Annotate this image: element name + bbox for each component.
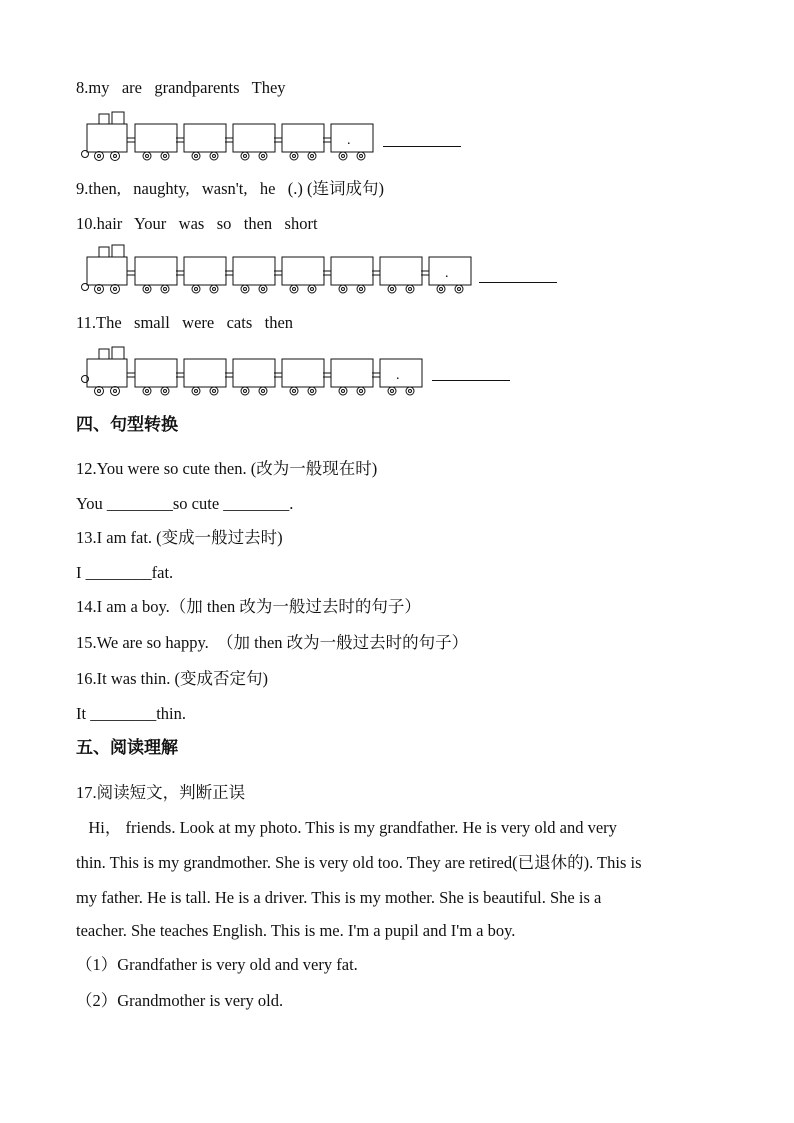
wheel-icon: [308, 152, 316, 160]
wheel-icon: [308, 387, 316, 395]
train-car-box[interactable]: [331, 359, 373, 387]
train-car-box[interactable]: [135, 359, 177, 387]
train-icon: [77, 345, 427, 399]
wheel-hub: [311, 155, 314, 158]
wheel-hub: [262, 390, 265, 393]
wheel-hub: [164, 155, 167, 158]
wheel-hub: [195, 390, 198, 393]
wheel-icon: [290, 285, 298, 293]
wheel-hub: [146, 155, 149, 158]
answer-blank-q8[interactable]: [383, 146, 461, 147]
period-mark: .: [396, 368, 400, 383]
passage-line: teacher. She teaches English. This is me. I'm a pupil and I'm a boy.: [76, 921, 516, 940]
train-car-box[interactable]: [135, 257, 177, 285]
wheel-icon: [339, 152, 347, 160]
wheel-icon: [143, 285, 151, 293]
section-5-heading: 五、阅读理解: [76, 738, 178, 757]
question-8-prompt: 8.my are grandparents They: [76, 78, 286, 97]
wheel-hub: [409, 288, 412, 291]
wheel-icon: [143, 387, 151, 395]
wheel-icon: [290, 152, 298, 160]
question-17-item-1: （1）Grandfather is very old and very fat.: [76, 955, 358, 974]
train-car-box[interactable]: [380, 359, 422, 387]
wheel-icon: [210, 152, 218, 160]
wheel-hub: [440, 288, 443, 291]
wheel-hub: [342, 288, 345, 291]
wheel-icon: [437, 285, 445, 293]
wheel-icon: [192, 387, 200, 395]
wheel-hub: [244, 390, 247, 393]
wheel-icon: [210, 285, 218, 293]
train-icon: [77, 110, 377, 164]
wheel-hub: [391, 390, 394, 393]
train-car-box[interactable]: [429, 257, 471, 285]
wheel-icon: [161, 285, 169, 293]
wheel-icon: [455, 285, 463, 293]
passage-line: Hi， friends. Look at my photo. This is my grandfather. He is very old and very: [76, 818, 617, 837]
wheel-hub: [409, 390, 412, 393]
question-10-prompt: 10.hair Your was so then short: [76, 214, 318, 233]
period-mark: .: [445, 266, 449, 281]
wheel-hub: [213, 390, 216, 393]
question-12-answer[interactable]: You ________so cute ________.: [76, 494, 294, 513]
train-car-box[interactable]: [135, 124, 177, 152]
wheel-hub: [195, 288, 198, 291]
wheel-hub: [146, 288, 149, 291]
wheel-icon: [241, 285, 249, 293]
wheel-icon: [259, 285, 267, 293]
train-car-box[interactable]: [233, 124, 275, 152]
wheel-icon: [192, 285, 200, 293]
wheel-hub: [195, 155, 198, 158]
wheel-icon: [290, 387, 298, 395]
wheel-icon: [210, 387, 218, 395]
period-mark: .: [347, 133, 351, 148]
answer-blank-q10[interactable]: [479, 282, 557, 283]
wheel-icon: [161, 152, 169, 160]
train-car-box[interactable]: [184, 124, 226, 152]
wheel-icon: [357, 285, 365, 293]
wheel-icon: [388, 285, 396, 293]
wheel-icon: [308, 285, 316, 293]
train-car-box[interactable]: [282, 124, 324, 152]
train-car-box[interactable]: [184, 257, 226, 285]
answer-blank-q11[interactable]: [432, 380, 510, 381]
question-16-answer[interactable]: It ________thin.: [76, 704, 186, 723]
wheel-hub: [360, 155, 363, 158]
wheel-hub: [458, 288, 461, 291]
wheel-icon: [259, 152, 267, 160]
wheel-icon: [339, 285, 347, 293]
passage-line: my father. He is tall. He is a driver. This is my mother. She is beautiful. She is a: [76, 888, 602, 907]
wheel-hub: [311, 390, 314, 393]
wheel-icon: [388, 387, 396, 395]
wheel-hub: [146, 390, 149, 393]
wheel-icon: [192, 152, 200, 160]
wheel-hub: [360, 288, 363, 291]
train-car-box[interactable]: [331, 257, 373, 285]
wheel-hub: [244, 288, 247, 291]
wheel-icon: [406, 285, 414, 293]
train-car-box[interactable]: [331, 124, 373, 152]
wheel-hub: [262, 155, 265, 158]
wheel-hub: [213, 155, 216, 158]
train-car-box[interactable]: [282, 359, 324, 387]
wheel-hub: [244, 155, 247, 158]
wheel-hub: [311, 288, 314, 291]
wheel-icon: [406, 387, 414, 395]
wheel-hub: [262, 288, 265, 291]
section-4-heading: 四、句型转换: [76, 415, 178, 434]
wheel-icon: [241, 152, 249, 160]
wheel-hub: [342, 155, 345, 158]
train-diagram-q8: [77, 110, 377, 164]
train-car-box[interactable]: [233, 257, 275, 285]
question-15-prompt: 15.We are so happy. （加 then 改为一般过去时的句子）: [76, 633, 469, 652]
train-diagram-q10: [77, 243, 477, 297]
wheel-icon: [357, 152, 365, 160]
wheel-icon: [339, 387, 347, 395]
question-12-prompt: 12.You were so cute then. (改为一般现在时): [76, 459, 378, 478]
question-9-prompt: 9.then, naughty, wasn't, he (.) (连词成句): [76, 179, 385, 198]
wheel-icon: [241, 387, 249, 395]
wheel-icon: [259, 387, 267, 395]
question-14-prompt: 14.I am a boy.（加 then 改为一般过去时的句子）: [76, 597, 421, 616]
question-17-item-2: （2）Grandmother is very old.: [76, 991, 284, 1010]
question-13-prompt: 13.I am fat. (变成一般过去时): [76, 528, 283, 547]
wheel-icon: [143, 152, 151, 160]
wheel-hub: [164, 288, 167, 291]
train-car-box[interactable]: [233, 359, 275, 387]
train-car-box[interactable]: [184, 359, 226, 387]
wheel-icon: [161, 387, 169, 395]
wheel-hub: [164, 390, 167, 393]
question-11-prompt: 11.The small were cats then: [76, 313, 294, 332]
train-car-box[interactable]: [380, 257, 422, 285]
question-17-prompt: 17.阅读短文，判断正误: [76, 783, 246, 802]
wheel-hub: [293, 390, 296, 393]
train-car-box[interactable]: [282, 257, 324, 285]
train-icon: [77, 243, 477, 297]
question-16-prompt: 16.It was thin. (变成否定句): [76, 669, 269, 688]
wheel-hub: [342, 390, 345, 393]
wheel-icon: [357, 387, 365, 395]
train-diagram-q11: [77, 345, 427, 399]
wheel-hub: [360, 390, 363, 393]
passage-line: thin. This is my grandmother. She is very old too. They are retired(已退休的). This is: [76, 853, 642, 872]
wheel-hub: [293, 288, 296, 291]
wheel-hub: [391, 288, 394, 291]
question-13-answer[interactable]: I ________fat.: [76, 563, 174, 582]
wheel-hub: [213, 288, 216, 291]
wheel-hub: [293, 155, 296, 158]
